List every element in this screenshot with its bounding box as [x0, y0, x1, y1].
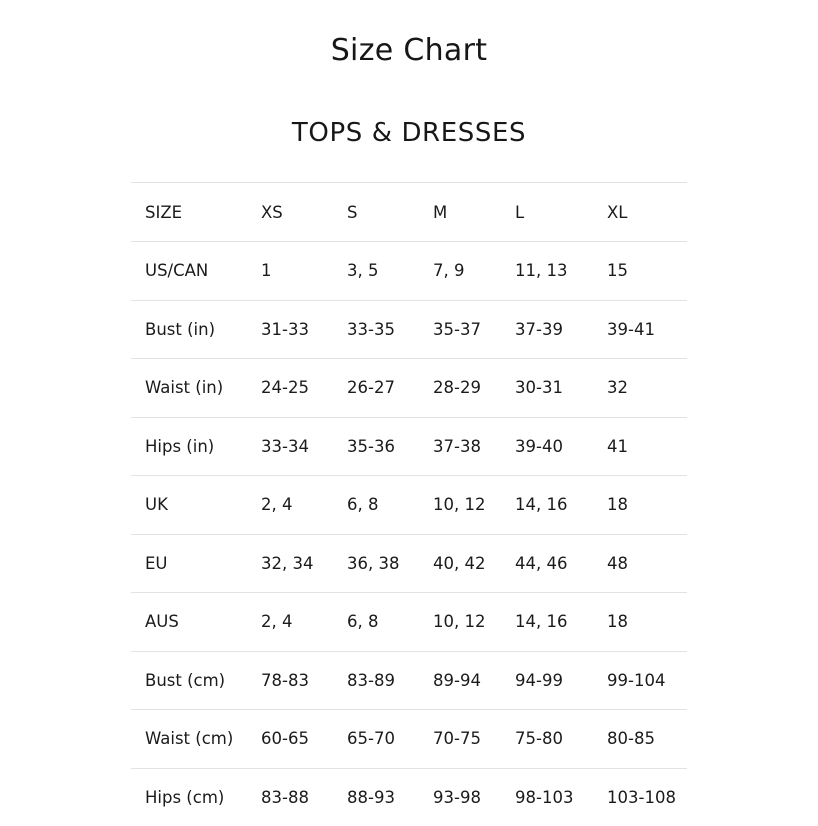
table-cell: 33-35: [347, 319, 395, 339]
table-cell: 75-80: [515, 729, 563, 749]
row-label: Bust (cm): [145, 670, 226, 690]
table-cell: 36, 38: [347, 553, 400, 573]
section-title: TOPS & DRESSES: [291, 118, 527, 148]
table-cell: 40, 42: [433, 553, 486, 573]
table-cell: 14, 16: [515, 612, 568, 632]
table-cell: 89-94: [433, 670, 481, 690]
table-cell: 32: [607, 378, 628, 398]
table-cell: 11, 13: [515, 261, 568, 281]
table-cell: 44, 46: [515, 553, 568, 573]
table-cell: 37-39: [515, 319, 563, 339]
table-cell: 88-93: [347, 787, 395, 807]
table-row: [131, 651, 687, 710]
table-row: [131, 768, 687, 826]
table-row: [131, 710, 687, 769]
row-label: US/CAN: [145, 261, 209, 281]
table-cell: 18: [607, 612, 628, 632]
table-cell: 28-29: [433, 378, 481, 398]
table-cell: 35-36: [347, 436, 395, 456]
table-cell: 103-108: [607, 787, 676, 807]
row-label: AUS: [145, 612, 179, 632]
table-cell: 32, 34: [261, 553, 314, 573]
table-cell: 6, 8: [347, 612, 379, 632]
table-cell: 93-98: [433, 787, 481, 807]
table-cell: 83-88: [261, 787, 309, 807]
row-label: UK: [145, 495, 168, 515]
table-cell: 2, 4: [261, 612, 293, 632]
row-label: Waist (cm): [145, 729, 234, 749]
table-row: [131, 242, 687, 301]
table-cell: 78-83: [261, 670, 309, 690]
table-cell: 33-34: [261, 436, 309, 456]
size-table: [131, 182, 687, 826]
table-row: [131, 534, 687, 593]
table-cell: 10, 12: [433, 495, 486, 515]
table-cell: 31-33: [261, 319, 309, 339]
table-cell: 30-31: [515, 378, 563, 398]
page-title: Size Chart: [330, 33, 488, 68]
table-cell: 70-75: [433, 729, 481, 749]
table-cell: 3, 5: [347, 261, 379, 281]
table-row: [131, 417, 687, 476]
row-label: EU: [145, 553, 168, 573]
row-label: Bust (in): [145, 319, 216, 339]
table-cell: 99-104: [607, 670, 666, 690]
table-cell: 26-27: [347, 378, 395, 398]
table-cell: 7, 9: [433, 261, 465, 281]
column-header-xl: XL: [607, 202, 628, 222]
table-cell: 65-70: [347, 729, 395, 749]
column-header-m: M: [433, 202, 448, 222]
column-header-s: S: [347, 202, 358, 222]
table-cell: 98-103: [515, 787, 574, 807]
table-cell: 18: [607, 495, 628, 515]
table-cell: 41: [607, 436, 628, 456]
table-row: [131, 300, 687, 359]
table-cell: 94-99: [515, 670, 563, 690]
table-row: [131, 476, 687, 535]
table-cell: 14, 16: [515, 495, 568, 515]
row-label: Hips (in): [145, 436, 215, 456]
row-label: Hips (cm): [145, 787, 225, 807]
table-cell: 2, 4: [261, 495, 293, 515]
table-cell: 24-25: [261, 378, 309, 398]
table-cell: 6, 8: [347, 495, 379, 515]
table-cell: 39-41: [607, 319, 655, 339]
column-header-xs: XS: [261, 202, 283, 222]
table-row: [131, 593, 687, 652]
row-label: Waist (in): [145, 378, 224, 398]
table-header-row: [131, 183, 687, 242]
table-cell: 60-65: [261, 729, 309, 749]
table-cell: 1: [261, 261, 272, 281]
table-cell: 83-89: [347, 670, 395, 690]
table-cell: 80-85: [607, 729, 655, 749]
table-cell: 15: [607, 261, 628, 281]
table-cell: 10, 12: [433, 612, 486, 632]
size-table-container: [131, 148, 687, 826]
table-cell: 48: [607, 553, 628, 573]
table-row: [131, 359, 687, 418]
table-cell: 39-40: [515, 436, 563, 456]
column-header-size: SIZE: [145, 202, 183, 222]
column-header-l: L: [515, 202, 525, 222]
table-cell: 37-38: [433, 436, 481, 456]
table-cell: 35-37: [433, 319, 481, 339]
